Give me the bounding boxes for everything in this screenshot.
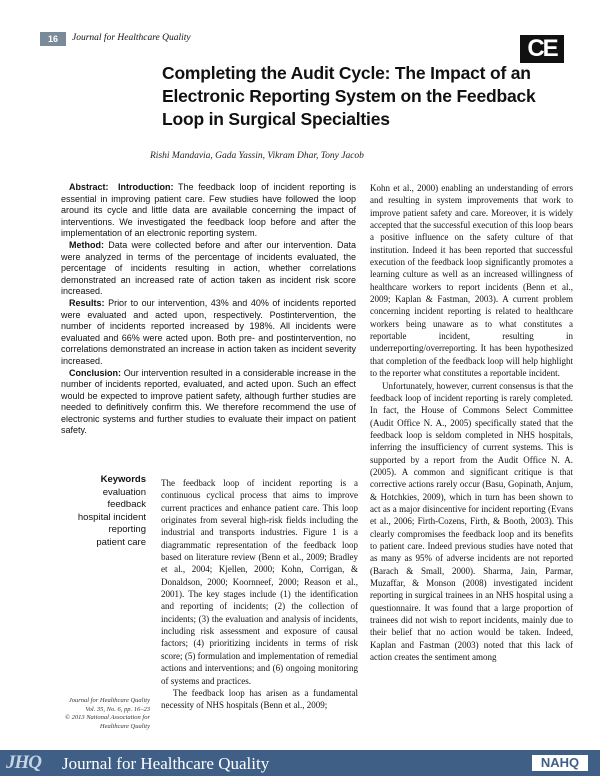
citation-block <box>60 697 150 731</box>
body-paragraph: The feedback loop has arisen as a fundamental necessity of NHS hospitals (Benn et al., 2009; <box>161 687 358 711</box>
body-paragraph: Unfortunately, however, current consensus is that the feedback loop of incident reporting is rarely completed. In fact, the House of Commons Select Committee (Audit Office N. A., 2005) specifically stated that the feedback loop is seldom completed in NHS hospitals, inferring the insufficiency of current systems. This is supported by a report from the Audit Office N. A. (2005). A common and significant critique is that corrective actions rarely occur (Basu, Gopinath, Anjum, & Hotchkies, 2009), which in turn has been shown to act as a major disincentive for incident reporting (Evans et al., 2006; Firth-Cozens, Firth, & Booth, 2003). This clearly compromises the feedback loop and its benefits to patient care. Indeed previous studies have noted that as many as 95% of adverse incidents are not reported (Barach & Small, 2000). Sharma, Jain, Parmar, Muzaffar, & Monson (2008) investigated incident reporting in surgical trainees in an NHS hospital using a questionnaire. It was found that a large proportion of trainees did not wish to report incidents, mainly due to their belief that no action would be taken. Indeed, Kaplan and Fastman (2003) noted that this lack of action creates the sentiment among <box>370 380 573 663</box>
footer-title: Journal for Healthcare Quality <box>62 754 270 773</box>
keyword-item: feedback <box>107 499 146 510</box>
article-authors: Rishi Mandavia, Gada Yassin, Vikram Dhar, Tony Jacob <box>150 151 364 161</box>
citation-copyright: © 2013 National Association for Healthcare Quality <box>65 714 150 730</box>
keywords-heading: Keywords <box>100 474 146 485</box>
citation-volume: Vol. 35, No. 6, pp. 16–23 <box>85 705 150 713</box>
body-left-column <box>161 477 358 712</box>
results-label: Results: <box>69 297 105 308</box>
ce-badge: CE <box>520 35 564 63</box>
jhq-logo: JHQ <box>6 752 41 773</box>
method-label: Method: <box>69 239 104 250</box>
keywords-box <box>70 474 146 549</box>
footer-banner <box>0 750 600 776</box>
keyword-item: patient care <box>96 536 146 548</box>
keyword-item: reporting <box>108 524 146 535</box>
abstract-conclusion: Our intervention resulted in a considerable increase in the number of incidents reported, evaluated, and acted upon. Such an effect would be expected to improve patient safety, although further studies are needed to definitively confirm this. We therefore recommend the use of electronic systems and further studies to evaluate their impact on patient safety. <box>61 367 356 436</box>
abstract-label: Abstract: <box>69 182 109 192</box>
intro-label: Introduction: <box>117 182 174 192</box>
abstract-method: Data were collected before and after our intervention. Data were analyzed in terms of the percentage of incidents evaluated, the percentage of incidents resulting in action, whether correlations demonstrated an increased rate of action taken as incident risk score increased. <box>61 239 356 297</box>
conclusion-label: Conclusion: <box>69 367 121 378</box>
running-header: Journal for Healthcare Quality <box>72 33 191 43</box>
keyword-item: hospital incident <box>77 511 146 523</box>
abstract <box>61 182 356 437</box>
abstract-results: Prior to our intervention, 43% and 40% of incidents reported were evaluated and acted upon, respectively. Postintervention, the number of incidents reported increased by 198%. All incidents were evaluated and 66% were acted upon. Both pre- and postintervention, no correlations demonstrated an increase in action taken as incident severity increased. <box>61 297 356 366</box>
body-paragraph: The feedback loop of incident reporting is a continuous cyclical process that aims to improve current practices and enhance patient care. This loop originates from several high-risk fields including the industrial and transports industries. Figure 1 is a diagrammatic representation of the feedback loop based on literature review (Benn et al., 2009; Bradley et al., 2004; Kjellen, 2000; Kohn, Corrigan, & Donaldson, 2000; Koornneef, 2000; Reason et al., 2001). The key stages include (1) the identification and reporting of incidents; (2) the collection of incidents; (3) the evaluation and analysis of incidents, including risk assessment and exposure of causal factors; (4) prioritizing incidents in terms of risk score; (5) formulation and implementation of remedial actions and interventions; and (6) ongoing monitoring of systems and practices. <box>161 478 358 686</box>
nahq-logo: NAHQ <box>532 755 588 771</box>
citation-journal: Journal for Healthcare Quality <box>68 697 150 704</box>
abstract-introduction: The feedback loop of incident reporting is essential in improving patient care. Few studies have followed the loop around its cycle and little data are available concerning the impact of interventions. We investigated the feedback loop before and after the implementation of an electronic reporting system. <box>61 182 356 239</box>
body-right-column <box>370 182 573 663</box>
body-paragraph: Kohn et al., 2000) enabling an understanding of errors and resulting in system improvements that work to improve patient safety and care. Moreover, it is widely accepted that the successful execution of this loop bears a positive influence on the safety culture of that institution. Indeed it has been reported that successful execution of the feedback loop significantly promotes a learning culture as well as an increased willingness of healthcare workers to report incidents (Benn et al., 2009; Kaplan & Fastman, 2003). A current problem concerning incident reporting is related to healthcare workers being unaware as to what constitutes a reportable incident, resulting in underreporting/overreporting. It has been hypothesized that completion of the feedback loop will help highlight to the reporter what constitutes a reportable incident. <box>370 183 573 379</box>
keyword-item: evaluation <box>102 486 146 498</box>
article-title: Completing the Audit Cycle: The Impact of an Electronic Reporting System on the Feedback Loop in Surgical Specialties <box>162 63 536 129</box>
page-number: 16 <box>40 32 66 46</box>
